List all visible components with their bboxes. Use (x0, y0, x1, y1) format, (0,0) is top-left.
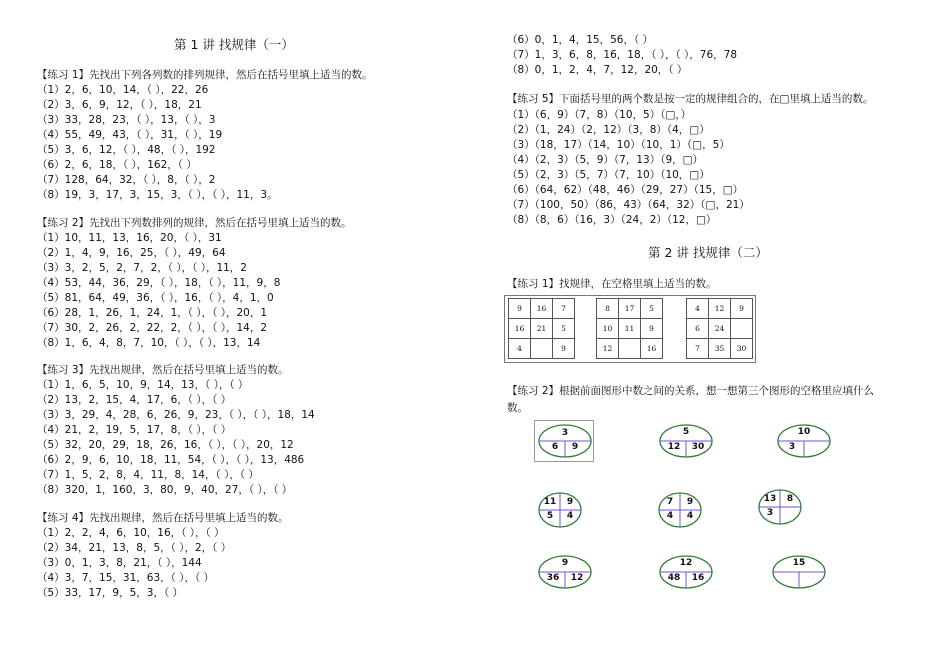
number-grid-3 (686, 298, 753, 359)
grid-cell: 16 (641, 339, 663, 359)
p4-item: （2）34，21，13，8，5，（ ），2，（ ） (37, 542, 232, 554)
quad-tr-num: 9 (566, 497, 574, 507)
p5-item: （7）（100，50）（86，43）（64，32）（□，21） (507, 199, 750, 211)
p1-item: （4）55，49，43，（ ），31，（ ），19 (37, 129, 223, 141)
grid-cell-blank[interactable] (731, 319, 753, 339)
wheel-top-num: 3 (561, 428, 569, 438)
lesson2-title: 第 2 讲 找规律（二） (648, 245, 768, 260)
p5-item: （8）（8，6）（16，3）（24，2）（12，□） (507, 214, 717, 226)
wheel-figure-6 (768, 551, 830, 595)
p2-item: （7）30，2，26，2，22，2，（ ），（ ），14，2 (37, 322, 268, 334)
p3-item: （2）13，2，15，4，17，6，（ ），（ ） (37, 394, 232, 406)
carry-item: （6）0，1，4，15，56，（ ） (507, 34, 654, 46)
practice4-heading: 【练习 4】先找出规律，然后在括号里填上适当的数。 (37, 512, 289, 524)
p1-item: （8）19，3，17，3，15，3，（ ），（ ），11，3。 (37, 189, 278, 201)
practice1-heading: 【练习 1】先找出下列各列数的排列规律，然后在括号里填上适当的数。 (37, 69, 373, 81)
lesson1-title: 第 1 讲 找规律（一） (174, 37, 294, 52)
p2-item: （4）53，44，36，29，（ ），18，（ ），11，9，8 (37, 277, 281, 289)
p3-item: （5）32，20，29，18，26，16，（ ），（ ），20，12 (37, 439, 294, 451)
wheel-left-num: 12 (667, 442, 681, 452)
p4-item: （1）2，2，4，6，10，16，（ ），（ ） (37, 527, 225, 539)
grid-cell-blank[interactable] (531, 339, 553, 359)
wheel-left-num: 3 (788, 442, 796, 452)
grid-cell: 21 (531, 319, 553, 339)
number-grid-2 (596, 298, 663, 359)
quad-tl-num: 11 (543, 497, 557, 507)
wheel-figure-4 (534, 551, 596, 595)
wheel-top-num: 15 (792, 558, 806, 568)
p5-item: （4）（2，3）（5，9）（7，13）（9，□） (507, 154, 704, 166)
quad-tr-num: 8 (786, 494, 794, 504)
wheel-right-num: 12 (570, 573, 584, 583)
wheel-top-num: 5 (682, 427, 690, 437)
wheel-right-num: 16 (691, 573, 705, 583)
p2-item: （6）28，1，26，1，24，1，（ ），（ ），20，1 (37, 307, 268, 319)
p2-item: （8）1，6，4，8，7，10，（ ），（ ），13，14 (37, 337, 261, 349)
quad-bl-num: 4 (666, 511, 674, 521)
wheel-figure-1 (534, 420, 596, 464)
wheel-right-num: 30 (691, 442, 705, 452)
grid-cell: 16 (531, 299, 553, 319)
grid-cell: 8 (597, 299, 619, 319)
wheel-figure-2 (655, 420, 717, 464)
quad-shape (535, 490, 585, 530)
grid-cell: 7 (687, 339, 709, 359)
p5-item: （2）（1，24）（2，12）（3，8）（4，□） (507, 124, 710, 136)
l2-practice2-heading: 【练习 2】根据前面图形中数之间的关系，想一想第三个图形的空格里应填什么 (507, 385, 875, 397)
number-grid-1 (508, 298, 575, 359)
grid-cell: 4 (687, 299, 709, 319)
grid-cell: 30 (731, 339, 753, 359)
p2-item: （3）3，2，5，2，7，2，（ ），（ ），11，2 (37, 262, 247, 274)
p1-item: （1）2，6，10，14，（ ），22，26 (37, 84, 209, 96)
p2-item: （5）81，64，49，36，（ ），16，（ ），4，1，0 (37, 292, 274, 304)
grid-cell: 11 (619, 319, 641, 339)
carry-item: （7）1，3，6，8，16，18，（ ），（ ），76，78 (507, 49, 738, 61)
l2-practice1-heading: 【练习 1】找规律，在空格里填上适当的数。 (507, 278, 717, 290)
p1-item: （3）33，28，23，（ ），13，（ ），3 (37, 114, 216, 126)
grid-cell: 9 (509, 299, 531, 319)
quad-br-num: 4 (686, 511, 694, 521)
quad-tl-num: 13 (763, 494, 777, 504)
quad-tr-num: 9 (686, 497, 694, 507)
p1-item: （7）128，64，32，（ ），8，（ ），2 (37, 174, 216, 186)
practice3-heading: 【练习 3】先找出规律，然后在括号里填上适当的数。 (37, 364, 289, 376)
p5-item: （6）（64，62）（48，46）（29，27）（15，□） (507, 184, 744, 196)
grid-cell: 24 (709, 319, 731, 339)
quad-br-num: 4 (566, 511, 574, 521)
wheel-figure-3 (773, 420, 835, 464)
quad-shape (655, 490, 705, 530)
practice2-heading: 【练习 2】先找出下列数排列的规律，然后在括号里填上适当的数。 (37, 217, 352, 229)
p5-item: （3）（18，17）（14，10）（10，1）（□，5） (507, 139, 730, 151)
grid-cell: 16 (509, 319, 531, 339)
p4-item: （4）3，7，15，31，63，（ ），（ ） (37, 572, 215, 584)
quad-bl-num: 3 (766, 508, 774, 518)
grid-cell: 5 (641, 299, 663, 319)
grid-cell: 17 (619, 299, 641, 319)
p3-item: （3）3，29，4，28，6，26，9，23，（ ），（ ），18，14 (37, 409, 315, 421)
practice5-heading: 【练习 5】下面括号里的两个数是按一定的规律组合的，在□里填上适当的数。 (507, 93, 874, 105)
wheel-top-num: 9 (561, 558, 569, 568)
grid-cell: 6 (687, 319, 709, 339)
p1-item: （5）3，6，12，（ ），48，（ ），192 (37, 144, 216, 156)
grid-cell: 4 (509, 339, 531, 359)
wheel-left-num: 48 (667, 573, 681, 583)
wheel-right-num: 9 (571, 442, 579, 452)
p3-item: （6）2，9，6，10，18，11，54，（ ），（ ），13，486 (37, 454, 305, 466)
p2-item: （1）10，11，13，16，20，（ ），31 (37, 232, 222, 244)
grid-cell: 7 (553, 299, 575, 319)
grid-cell: 9 (731, 299, 753, 319)
wheel-figure-5 (655, 551, 717, 595)
grid-cell: 9 (553, 339, 575, 359)
p5-item: （1）（6，9）（7，8）（10，5）（□，） (507, 109, 692, 121)
carry-item: （8）0，1，2，4，7，12，20，（ ） (507, 64, 688, 76)
p4-item: （5）33，17，9，5，3，（ ） (37, 587, 184, 599)
quad-bl-num: 5 (546, 511, 554, 521)
quad-figure-2 (655, 490, 705, 530)
p1-item: （6）2，6，18，（ ），162，（ ） (37, 159, 197, 171)
wheel-left-num: 6 (551, 442, 559, 452)
grid-cell: 12 (597, 339, 619, 359)
quad-tl-num: 7 (666, 497, 674, 507)
wheel-top-num: 10 (797, 427, 811, 437)
l2-practice2-heading-cont: 数。 (507, 402, 528, 414)
quad-figure-1 (535, 490, 585, 530)
p1-item: （2）3，6，9，12，（ ），18，21 (37, 99, 202, 111)
p5-item: （5）（2，3）（5，7）（7，10）（10，□） (507, 169, 710, 181)
quad-shape (755, 487, 805, 527)
p3-item: （7）1，5，2，8，4，11，8，14，（ ），（ ） (37, 469, 259, 481)
grid-cell: 35 (709, 339, 731, 359)
grid-cell: 9 (641, 319, 663, 339)
wheel-left-num: 36 (546, 573, 560, 583)
grid-cell: 10 (597, 319, 619, 339)
p3-item: （8）320，1，160，3，80，9，40，27，（ ），（ ） (37, 484, 293, 496)
grid-cell: 5 (553, 319, 575, 339)
wheel-top-num: 12 (679, 558, 693, 568)
p2-item: （2）1，4，9，16，25，（ ），49，64 (37, 247, 226, 259)
grid-cell-blank[interactable] (619, 339, 641, 359)
p3-item: （4）21，2，19，5，17，8，（ ），（ ） (37, 424, 232, 436)
quad-figure-3 (755, 487, 805, 527)
p3-item: （1）1，6，5，10，9，14，13，（ ），（ ） (37, 379, 249, 391)
grid-cell: 12 (709, 299, 731, 319)
p4-item: （3）0，1，3，8，21，（ ），144 (37, 557, 202, 569)
